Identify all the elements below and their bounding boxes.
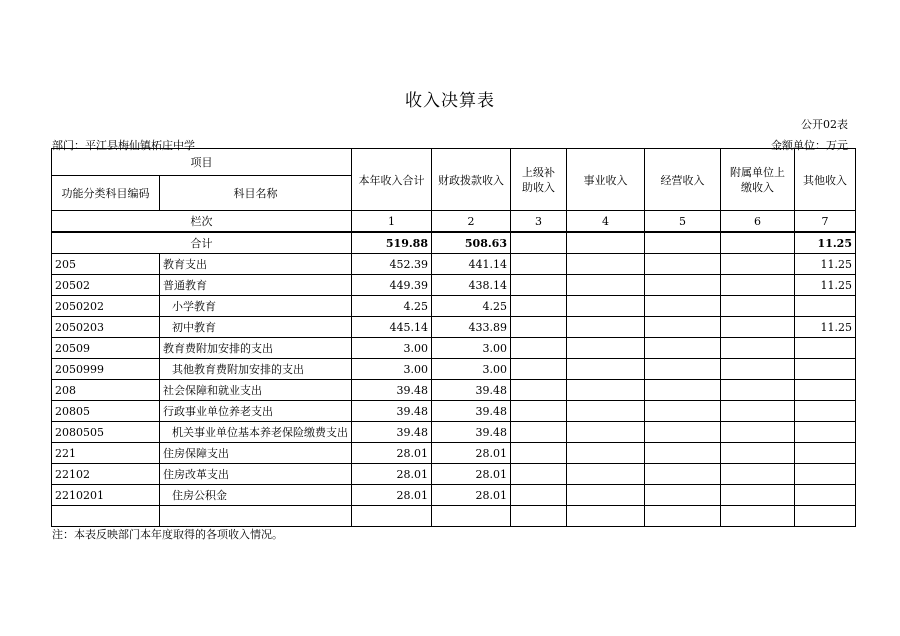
amount-total: 39.48 xyxy=(352,422,432,443)
total-cell: 11.25 xyxy=(795,232,856,254)
subject-code: 2050999 xyxy=(52,359,160,380)
table-row xyxy=(52,485,856,506)
amount-other: 11.25 xyxy=(795,275,856,296)
amount-fiscal: 433.89 xyxy=(432,317,511,338)
amount-superior xyxy=(511,485,567,506)
amount-operating xyxy=(645,506,721,527)
amount-operating xyxy=(645,275,721,296)
header-fiscal: 财政拨款收入 xyxy=(432,149,511,211)
amount-operating xyxy=(645,464,721,485)
amount-superior xyxy=(511,380,567,401)
subject-code: 2210201 xyxy=(52,485,160,506)
amount-affiliated xyxy=(721,254,795,275)
amount-other xyxy=(795,485,856,506)
subject-name: 行政事业单位养老支出 xyxy=(160,401,352,422)
total-cell: 508.63 xyxy=(432,232,511,254)
subject-code xyxy=(52,506,160,527)
amount-total: 28.01 xyxy=(352,443,432,464)
table-row xyxy=(52,443,856,464)
table-row xyxy=(52,422,856,443)
amount-total: 449.39 xyxy=(352,275,432,296)
amount-business xyxy=(567,296,645,317)
column-label: 栏次 xyxy=(52,211,352,233)
amount-operating xyxy=(645,317,721,338)
amount-superior xyxy=(511,254,567,275)
footnote: 注：本表反映部门本年度取得的各项收入情况。 xyxy=(52,528,283,541)
amount-total: 3.00 xyxy=(352,359,432,380)
col-number: 5 xyxy=(645,211,721,233)
subject-code: 208 xyxy=(52,380,160,401)
amount-business xyxy=(567,464,645,485)
form-number: 公开02表 xyxy=(801,118,848,131)
amount-other xyxy=(795,338,856,359)
amount-superior xyxy=(511,317,567,338)
amount-affiliated xyxy=(721,506,795,527)
table-row xyxy=(52,254,856,275)
subject-code: 20805 xyxy=(52,401,160,422)
amount-business xyxy=(567,401,645,422)
amount-affiliated xyxy=(721,380,795,401)
total-row xyxy=(52,232,856,254)
unit-label: 金额单位：万元 xyxy=(771,139,848,152)
subject-name: 教育费附加安排的支出 xyxy=(160,338,352,359)
amount-operating xyxy=(645,380,721,401)
amount-fiscal: 28.01 xyxy=(432,485,511,506)
subject-name: 教育支出 xyxy=(160,254,352,275)
header-code: 功能分类科目编码 xyxy=(52,176,160,211)
amount-fiscal: 438.14 xyxy=(432,275,511,296)
total-cell xyxy=(511,232,567,254)
amount-affiliated xyxy=(721,485,795,506)
col-number: 3 xyxy=(511,211,567,233)
amount-fiscal xyxy=(432,506,511,527)
amount-total: 445.14 xyxy=(352,317,432,338)
table-row xyxy=(52,464,856,485)
amount-other xyxy=(795,296,856,317)
amount-affiliated xyxy=(721,359,795,380)
amount-total xyxy=(352,506,432,527)
amount-business xyxy=(567,359,645,380)
amount-other: 11.25 xyxy=(795,254,856,275)
amount-fiscal: 28.01 xyxy=(432,443,511,464)
header-total: 本年收入合计 xyxy=(352,149,432,211)
header-name: 科目名称 xyxy=(160,176,352,211)
amount-affiliated xyxy=(721,275,795,296)
amount-affiliated xyxy=(721,401,795,422)
amount-affiliated xyxy=(721,464,795,485)
amount-superior xyxy=(511,275,567,296)
header-item: 项目 xyxy=(52,149,352,176)
amount-affiliated xyxy=(721,443,795,464)
amount-fiscal: 4.25 xyxy=(432,296,511,317)
total-cell xyxy=(567,232,645,254)
amount-affiliated xyxy=(721,422,795,443)
amount-business xyxy=(567,317,645,338)
amount-affiliated xyxy=(721,338,795,359)
amount-total: 28.01 xyxy=(352,485,432,506)
amount-fiscal: 39.48 xyxy=(432,422,511,443)
subject-name: 小学教育 xyxy=(160,296,352,317)
amount-operating xyxy=(645,359,721,380)
amount-fiscal: 39.48 xyxy=(432,380,511,401)
table-row xyxy=(52,506,856,527)
amount-other xyxy=(795,422,856,443)
subject-name: 初中教育 xyxy=(160,317,352,338)
subject-code: 221 xyxy=(52,443,160,464)
amount-superior xyxy=(511,359,567,380)
amount-business xyxy=(567,275,645,296)
amount-operating xyxy=(645,443,721,464)
amount-business xyxy=(567,254,645,275)
header-operating: 经营收入 xyxy=(645,149,721,211)
amount-superior xyxy=(511,506,567,527)
amount-fiscal: 28.01 xyxy=(432,464,511,485)
table-row xyxy=(52,296,856,317)
amount-other xyxy=(795,464,856,485)
subject-name: 住房保障支出 xyxy=(160,443,352,464)
subject-code: 2050202 xyxy=(52,296,160,317)
amount-superior xyxy=(511,338,567,359)
amount-business xyxy=(567,443,645,464)
amount-operating xyxy=(645,401,721,422)
amount-business xyxy=(567,506,645,527)
subject-name xyxy=(160,506,352,527)
amount-total: 452.39 xyxy=(352,254,432,275)
header-business: 事业收入 xyxy=(567,149,645,211)
table-row xyxy=(52,338,856,359)
amount-business xyxy=(567,380,645,401)
amount-operating xyxy=(645,254,721,275)
amount-operating xyxy=(645,338,721,359)
header-row-1 xyxy=(52,149,856,176)
amount-superior xyxy=(511,464,567,485)
amount-fiscal: 441.14 xyxy=(432,254,511,275)
header-superior: 上级补助收入 xyxy=(511,149,567,211)
amount-superior xyxy=(511,422,567,443)
subject-code: 20502 xyxy=(52,275,160,296)
amount-business xyxy=(567,485,645,506)
amount-other: 11.25 xyxy=(795,317,856,338)
amount-operating xyxy=(645,296,721,317)
amount-other xyxy=(795,443,856,464)
column-number-row xyxy=(52,211,856,233)
amount-affiliated xyxy=(721,296,795,317)
table-row xyxy=(52,317,856,338)
amount-fiscal: 39.48 xyxy=(432,401,511,422)
col-number: 6 xyxy=(721,211,795,233)
amount-fiscal: 3.00 xyxy=(432,359,511,380)
amount-total: 3.00 xyxy=(352,338,432,359)
subject-code: 2050203 xyxy=(52,317,160,338)
income-table xyxy=(51,148,856,527)
page-title: 收入决算表 xyxy=(405,91,495,111)
amount-operating xyxy=(645,485,721,506)
amount-total: 39.48 xyxy=(352,380,432,401)
amount-superior xyxy=(511,296,567,317)
subject-name: 社会保障和就业支出 xyxy=(160,380,352,401)
total-cell: 519.88 xyxy=(352,232,432,254)
amount-other xyxy=(795,380,856,401)
subject-code: 20509 xyxy=(52,338,160,359)
amount-superior xyxy=(511,443,567,464)
col-number: 1 xyxy=(352,211,432,233)
subject-name: 住房公积金 xyxy=(160,485,352,506)
amount-superior xyxy=(511,401,567,422)
amount-other xyxy=(795,506,856,527)
col-number: 2 xyxy=(432,211,511,233)
amount-business xyxy=(567,422,645,443)
table-row xyxy=(52,275,856,296)
amount-business xyxy=(567,338,645,359)
subject-name: 住房改革支出 xyxy=(160,464,352,485)
amount-affiliated xyxy=(721,317,795,338)
subject-name: 普通教育 xyxy=(160,275,352,296)
table-row xyxy=(52,401,856,422)
amount-total: 4.25 xyxy=(352,296,432,317)
subject-name: 机关事业单位基本养老保险缴费支出 xyxy=(160,422,352,443)
amount-other xyxy=(795,359,856,380)
col-number: 4 xyxy=(567,211,645,233)
subject-code: 2080505 xyxy=(52,422,160,443)
total-cell xyxy=(721,232,795,254)
header-affiliated: 附属单位上缴收入 xyxy=(721,149,795,211)
department-label: 部门：平江县梅仙镇柘庄中学 xyxy=(52,139,195,152)
amount-fiscal: 3.00 xyxy=(432,338,511,359)
total-label: 合计 xyxy=(52,232,352,254)
amount-total: 39.48 xyxy=(352,401,432,422)
total-cell xyxy=(645,232,721,254)
header-other: 其他收入 xyxy=(795,149,856,211)
amount-other xyxy=(795,401,856,422)
table-row xyxy=(52,359,856,380)
subject-code: 22102 xyxy=(52,464,160,485)
amount-operating xyxy=(645,422,721,443)
col-number: 7 xyxy=(795,211,856,233)
amount-total: 28.01 xyxy=(352,464,432,485)
table-row xyxy=(52,380,856,401)
subject-name: 其他教育费附加安排的支出 xyxy=(160,359,352,380)
subject-code: 205 xyxy=(52,254,160,275)
